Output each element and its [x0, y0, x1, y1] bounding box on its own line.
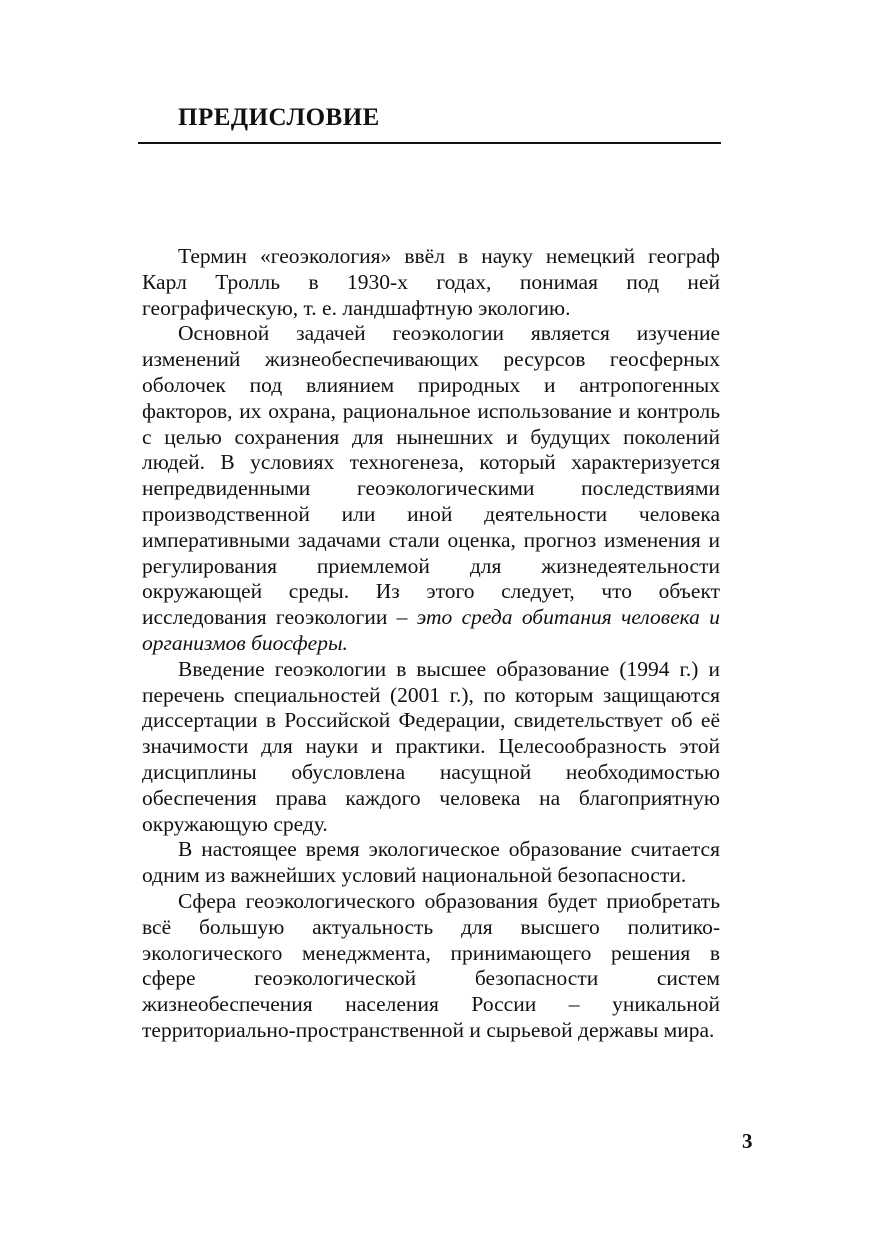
- paragraph-1: Термин «геоэкология» ввёл в науку немецкий географ Карл Тролль в 1930-х годах, понимая под ней географическую, т. е. ландшафтную экологию.: [142, 244, 720, 320]
- preface-body: [142, 244, 720, 1044]
- paragraph-3: Введение геоэкологии в высшее образование (1994 г.) и перечень специальностей (2001 г.), по которым защищаются диссертации в Российской Федерации, свидетельствует об её значимости для науки и практики. Целесообразность этой дисциплины обусловлена насущной необходимостью обеспечения права каждого человека на благоприятную окружающую среду.: [142, 656, 720, 836]
- paragraph-2-italic-definition: это среда обитания человека и организмов биосферы.: [142, 605, 720, 655]
- page-number: 3: [742, 1129, 753, 1153]
- title-underline-divider: [138, 142, 721, 144]
- page-title: ПРЕДИСЛОВИЕ: [178, 104, 380, 131]
- paragraph-2: [142, 321, 720, 656]
- paragraph-2-text: Основной задачей геоэкологии является изучение изменений жизнеобеспечивающих ресурсов геосферных оболочек под влиянием природных и антропогенных факторов, их охрана, рациональное использование и контроль с целью сохранения для нынешних и будущих поколений людей. В условиях техногенеза, который характеризуется непредвиденными геоэкологическими последствиями производственной или иной деятельности человека императивными задачами стали оценка, прогноз изменения и регулирования приемлемой для жизнедеятельности окружающей среды. Из этого следует, что объект исследования геоэкологии –: [142, 321, 720, 630]
- paragraph-5: Сфера геоэкологического образования будет приобретать всё большую актуальность для высшего политико-экологического менеджмента, принимающего решения в сфере геоэкологической безопасности систем жизнеобеспечения населения России – уникальной территориально-пространственной и сырьевой державы мира.: [142, 888, 720, 1042]
- paragraph-4: В настоящее время экологическое образование считается одним из важнейших условий национальной безопасности.: [142, 837, 720, 888]
